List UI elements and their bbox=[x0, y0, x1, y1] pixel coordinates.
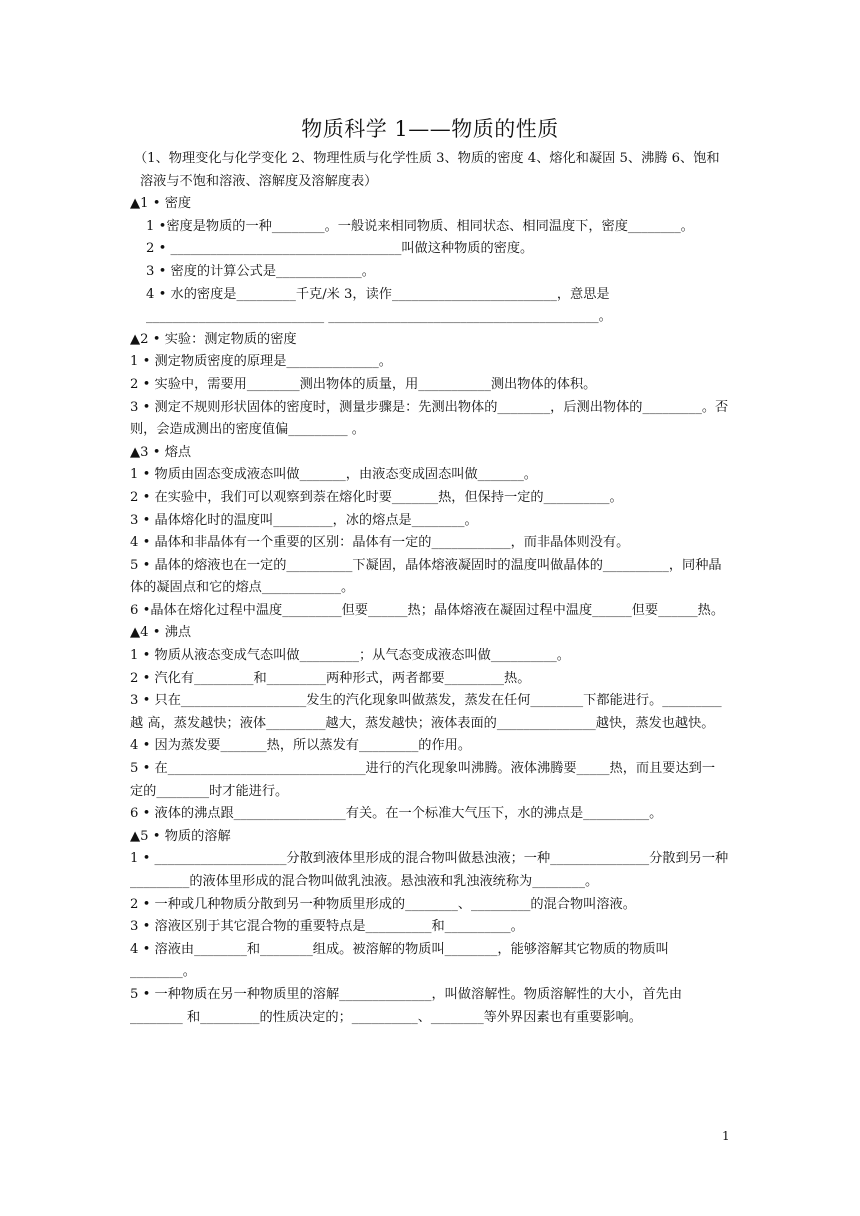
section-heading: ▲4 • 沸点 bbox=[130, 625, 192, 641]
page-title: 物质科学 1——物质的性质 bbox=[301, 117, 559, 141]
list-item: 4 • 溶液由________和________组成。被溶解的物质叫________，能够溶解其它物质的物质叫________。 bbox=[130, 941, 669, 980]
page-number: 1 bbox=[722, 1129, 730, 1143]
section-heading: ▲2 • 实验：测定物质的密度 bbox=[130, 331, 297, 347]
list-item: 3 • 测定不规则形状固体的密度时，测量步骤是：先测出物体的________，后测出物体的_________。否则，会造成测出的密度值偏_________ 。 bbox=[130, 399, 729, 438]
list-item: 1 • 物质从液态变成气态叫做_________；从气态变成液态叫做__________。 bbox=[130, 648, 570, 664]
list-item: 3 • 溶液区别于其它混合物的重要特点是__________和__________。 bbox=[130, 919, 524, 935]
list-item: 5 • 一种物质在另一种物质里的溶解______________，叫做溶解性。物质溶解性的大小，首先由________ 和_________的性质决定的；__________、________等外界因素也有重要影响。 bbox=[130, 986, 683, 1025]
list-item: 2 • ___________________________________叫做这种物质的密度。 bbox=[146, 241, 534, 257]
list-item: 2 • 在实验中，我们可以观察到萘在熔化时要_______热，但保持一定的__________。 bbox=[130, 489, 623, 505]
list-item: 3 • 密度的计算公式是_____________。 bbox=[146, 263, 375, 279]
list-item: 5 • 晶体的熔液也在一定的__________下凝固，晶体熔液凝固时的温度叫做晶体的__________，同种晶 体的凝固点和它的熔点____________。 bbox=[130, 557, 722, 596]
list-item: 4 • 因为蒸发要_______热，所以蒸发有_________的作用。 bbox=[130, 738, 472, 754]
list-item: 6 •晶体在熔化过程中温度_________但要______热；晶体熔液在凝固过程中温度______但要______热。 bbox=[130, 602, 725, 618]
list-item: 4 • 水的密度是_________千克/米 3，读作_________________________，意思是 ___________________________ _________________________________________。 bbox=[146, 286, 612, 325]
list-item: 1 • 物质由固态变成液态叫做_______，由液态变成固态叫做_______。 bbox=[130, 467, 537, 483]
list-item: 4 • 晶体和非晶体有一个重要的区别：晶体有一定的____________，而非晶体则没有。 bbox=[130, 535, 630, 551]
list-item: 1 •密度是物质的一种________。一般说来相同物质、相同状态、相同温度下，密度________。 bbox=[146, 218, 694, 234]
section-heading: ▲3 • 熔点 bbox=[130, 444, 192, 460]
list-item: 3 • 晶体熔化时的温度叫_________，冰的熔点是________。 bbox=[130, 512, 478, 528]
section-heading: ▲1 • 密度 bbox=[130, 196, 192, 212]
list-item: 2 • 汽化有_________和_________两种形式，两者都要_________热。 bbox=[130, 670, 531, 686]
list-item: 3 • 只在___________________发生的汽化现象叫做蒸发，蒸发在任何________下都能进行。_________越 高，蒸发越快；液体_________越大，蒸发越快；液体表面的_______________越快，蒸发也越快。 bbox=[130, 693, 722, 731]
document-body bbox=[130, 148, 730, 1029]
intro-paragraph: （1、物理变化与化学变化 2、物理性质与化学性质 3、物质的密度 4、熔化和凝固 5、沸腾 6、饱和溶液与不饱和溶液、溶解度及溶解度表） bbox=[134, 151, 720, 189]
list-item: 5 • 在______________________________进行的汽化现象叫沸腾。液体沸腾要_____热，而且要达到一 定的________时才能进行。 bbox=[130, 761, 716, 799]
section-heading: ▲5 • 物质的溶解 bbox=[130, 828, 231, 844]
list-item: 2 • 一种或几种物质分散到另一种物质里形成的________、_________的混合物叫溶液。 bbox=[130, 896, 636, 912]
list-item: 1 • ____________________分散到液体里形成的混合物叫做悬浊液；一种_______________分散到另一种_________的液体里形成的混合物叫做乳浊液。悬浊液和乳浊液统称为________。 bbox=[130, 851, 729, 889]
list-item: 6 • 液体的沸点跟_________________有关。在一个标准大气压下，水的沸点是__________。 bbox=[130, 806, 663, 822]
list-item: 2 • 实验中，需要用________测出物体的质量，用___________测出物体的体积。 bbox=[130, 376, 597, 392]
list-item: 1 • 测定物质密度的原理是______________。 bbox=[130, 354, 392, 370]
